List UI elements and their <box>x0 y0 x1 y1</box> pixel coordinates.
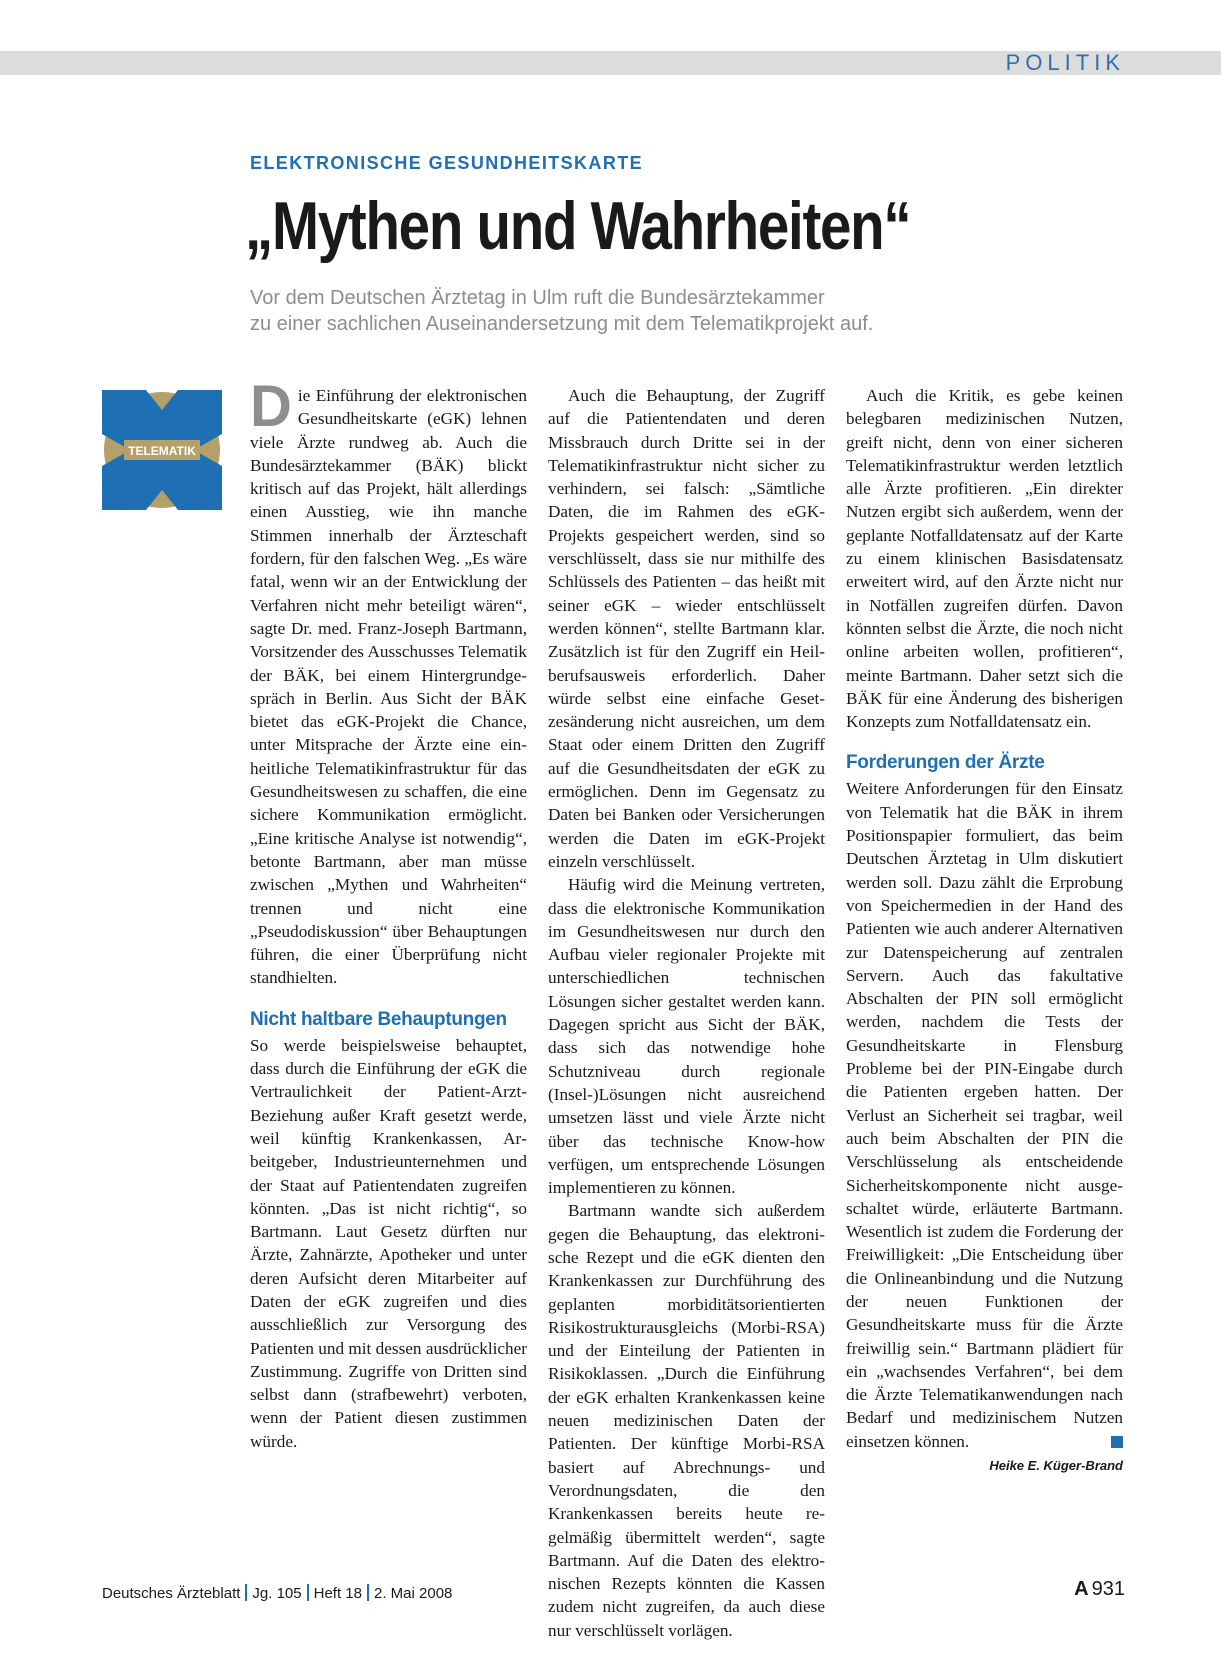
issue-date: 2. Mai 2008 <box>374 1585 453 1602</box>
logo-label: TELEMATIK <box>128 444 196 458</box>
page-number-value: 931 <box>1091 1578 1125 1600</box>
footer-separator <box>307 1584 309 1601</box>
paragraph <box>250 374 527 990</box>
text-column-2 <box>548 384 825 1642</box>
article-headline: „Mythen und Wahrheiten“ <box>245 188 911 264</box>
paragraph: Auch die Kritik, es gebe keinen belegbaren medizinischen Nutzen, greift nicht, denn von einer sicheren Telematikinfrastruktur werden letztlich alle Ärzte profitieren. „Ein direkter Nutzen ergibt sich außerdem, wenn der geplante Notfalldatensatz auf der Karte zu einem klinischen Basisdatensatz erweitert wird, auf den Ärzte nicht nur in Notfällen zugreifen dürfen. Davon könnten selbst die Ärzte, die noch nicht online arbeiten wollen, profitieren“, meinte Bartmann. Daher setzt sich die BÄK für eine Änderung des bisherigen Konzepts zum Notfalldatensatz ein. <box>846 386 1123 732</box>
footer-citation <box>102 1584 452 1602</box>
subheading: Nicht haltbare Behauptungen <box>250 1008 507 1030</box>
paragraph: Auch die Behauptung, der Zugriff auf die Patientendaten und deren Missbrauch durch Dritte sei in der Telematikinfrastruktur nicht sicher zu verhindern, sei falsch: „Sämtliche Daten, die im Rahmen des eGK-Projekts gespeichert werden, sind so verschlüsselt, dass sie nur mithilfe des Schlüssels des Patienten – das heißt mit seiner eGK – wieder entschlüsselt werden können“, stellte Bartmann klar. Zusätzlich ist für den Zugriff ein Heilberufsausweis erforderlich. Daher würde selbst eine einfache Gesetzesänderung nicht ausreichen, um dem Staat oder einem Dritten den Zugriff auf die Gesundheitsdaten der eGK zu ermöglichen. Denn im Gegensatz zu Daten bei Banken oder Versicherungen werden die Daten im eGK-Projekt einzeln verschlüsselt. <box>548 386 825 871</box>
issue: Heft 18 <box>313 1585 362 1602</box>
paragraph: Bartmann wandte sich außerdem gegen die Behauptung, das elektronische Rezept und die eGK dienten den Krankenkassen zur Durchführung des geplanten morbiditätsorientierten Risikostrukturausgleichs (Morbi-RSA) und der Einteilung der Patienten in Risikoklassen. „Durch die Einführung der eGK erhalten Krankenkassen keine neuen medizinischen Daten der Patienten. Der künftige Morbi-RSA basiert auf Abrechnungs- und Verordnungsdaten, die den Krankenkassen bereits heute regelmäßig übermittelt werden“, sagte Bartmann. Auf die Daten des elektronischen Rezepts könnten die Kassen zudem nicht zugreifen, da auch diese nur verschlüsselt vorlägen. <box>548 1201 825 1640</box>
telematik-logo <box>102 390 222 510</box>
end-mark-icon <box>1111 1436 1123 1448</box>
footer-separator <box>367 1584 369 1601</box>
page-prefix: A <box>1074 1578 1089 1600</box>
paragraph: So werde beispielsweise behauptet, dass durch die Einführung der eGK die Vertraulichkeit der Patient-Arzt-Beziehung außer Kraft gesetzt werde, weil künftig Krankenkassen, Arbeitgeber, Industrieunternehmen und der Staat auf Patientendaten zugreifen könnten. „Das ist nicht richtig“, so Bartmann. Laut Gesetz dürften nur Ärzte, Zahnärzte, Apotheker und unter deren Aufsicht deren Mitarbeiter auf Daten der eGK zugreifen und dies ausschließlich zur Versorgung des Patienten und mit dessen ausdrücklicher Zustimmung. Zugriffe von Dritten sind selbst dann (strafbewehrt) verboten, wenn der Patient diesen zustimmen würde. <box>250 1035 527 1451</box>
paragraph-text: Weitere Anforderungen für den Einsatz von Telematik hat die BÄK in ihrem Positionspapier formuliert, das beim Deutschen Ärztetag in Ulm diskutiert werden soll. Dazu zählt die Erprobung von Speichermedien in der Hand des Patienten wie auch anderer Alternativen zur Datenspeicherung auf zentralen Servern. Auch das fakultative Abschalten der PIN soll ermöglicht werden, nachdem die Tests der Gesundheitskarte in Flensburg Probleme bei der PIN-Eingabe durch die Patienten ergeben hatten. Der Verlust an Sicherheit sei tragbar, weil auch beim Abschalten der PIN die Verschlüsselung als entscheidende Sicherheitskomponente nicht ausgeschaltet würde, erläuterte Bartmann. Wesentlich ist zudem die Forderung der Freiwilligkeit: „Die Entscheidung über die Onlineanbindung und die Nutzung der neuen Funktionen der Gesundheitskarte muss für die Ärzte freiwillig sein.“ Bartmann plädiert für ein „wachsendes Verfahren“, bei dem die Ärzte Telematikanwendungen nach Bedarf und medizinischem Nutzen einsetzen können. <box>846 779 1123 1451</box>
deck-line: Vor dem Deutschen Ärztetag in Ulm ruft die Bundesärztekammer <box>250 287 825 309</box>
section-label: POLITIK <box>1005 50 1125 75</box>
volume: Jg. 105 <box>252 1585 302 1602</box>
subheading: Forderungen der Ärzte <box>846 752 1045 774</box>
footer-separator <box>245 1584 247 1601</box>
article-deck <box>250 285 1050 337</box>
page-number <box>1074 1578 1125 1601</box>
author-byline: Heike E. Küger-Brand <box>989 1458 1123 1474</box>
deck-line: zu einer sachlichen Auseinandersetzung mit dem Telematikprojekt auf. <box>250 313 874 335</box>
paragraph-text: ie Einführung der elektronischen Gesundheitskarte (eGK) lehnen viele Ärzte rundweg ab. Auch die Bundesärztekammer (BÄK) blickt kritisch auf das Projekt, hält allerdings einen Ausstieg, wie ihn manche Stimmen innerhalb der Ärzteschaft fordern, für den falschen Weg. „Es wäre fatal, wenn wir an der Entwicklung der Verfahren nicht mehr beteiligt wären“, sagte Dr. med. Franz-Joseph Bartmann, Vorsitzender des Ausschusses Telematik der BÄK, bei einem Hintergrundgespräch in Berlin. Aus Sicht der BÄK bietet das eGK-Projekt die Chance, unter Mitsprache der Ärzte eine einheitliche Telematikinfrastruktur für das Gesundheitswesen zu schaffen, die eine sichere Kommunikation ermöglicht. „Eine kritische Analyse ist notwendig“, betonte Bartmann, aber man müsse zwischen „Mythen und Wahrheiten“ trennen und nicht eine „Pseudodiskussion“ über Behauptungen führen, die einer Überprüfung nicht standhielten. <box>250 386 527 988</box>
article-kicker: ELEKTRONISCHE GESUNDHEITSKARTE <box>250 153 644 173</box>
text-column-1 <box>250 374 527 1453</box>
paragraph: Häufig wird die Meinung vertreten, dass die elektronische Kommunikation im Gesundheitswesen nur durch den Aufbau vieler regionaler Projekte mit unterschiedlichen technischen Lösungen sicher gestaltet werden kann. Dagegen spricht aus Sicht der BÄK, dass sich das notwendige hohe Schutzniveau durch regionale (Insel-)Lösungen nicht ausreichend umsetzen lässt und viele Ärzte nicht über das technische Know-how verfügen, um entsprechende Lösungen implementieren zu können. <box>548 875 825 1198</box>
drop-cap: D <box>250 374 292 439</box>
text-column-3 <box>846 384 1123 1475</box>
paragraph <box>846 777 1123 1453</box>
journal-name: Deutsches Ärzteblatt <box>102 1585 241 1602</box>
